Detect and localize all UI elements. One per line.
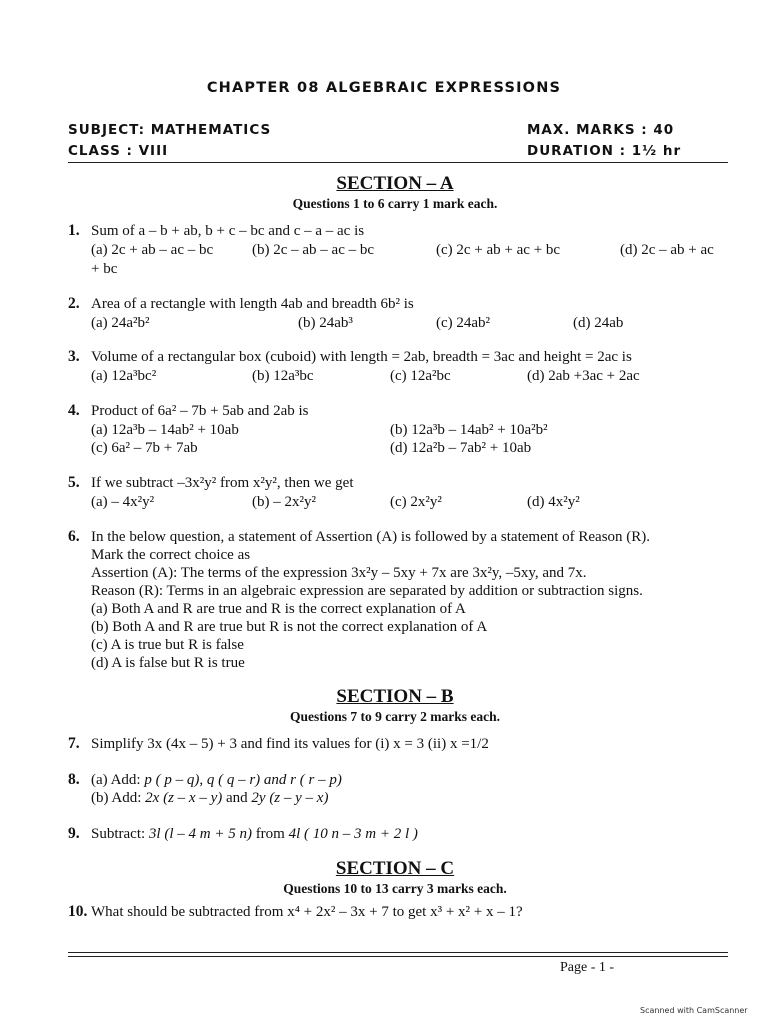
question-10-number: 10. [68, 903, 88, 920]
section-c-title: SECTION – C [335, 858, 455, 879]
section-b-note: Questions 7 to 9 carry 2 marks each. [290, 709, 500, 724]
question-5-option-c: (c) 2x²y² [390, 494, 442, 510]
question-2-option-a: (a) 24a²b² [91, 315, 150, 331]
question-1-stem: Sum of a – b + ab, b + c – bc and c – a – ac is [91, 223, 365, 239]
question-8-part-b-prefix: (b) Add: [91, 790, 146, 806]
section-a-note: Questions 1 to 6 carry 1 mark each. [292, 196, 498, 211]
question-5-number: 5. [68, 474, 80, 491]
section-c-note: Questions 10 to 13 carry 3 marks each. [283, 881, 507, 896]
question-6-option-d: (d) A is false but R is true [91, 655, 245, 671]
question-8-part-b-expression-2: 2y (z – y – x) [251, 790, 329, 806]
section-b-title: SECTION – B [336, 686, 454, 707]
question-3-option-c: (c) 12a²bc [390, 368, 451, 384]
scanner-watermark: Scanned with CamScanner [640, 1006, 748, 1015]
question-9-from: from [251, 826, 289, 842]
question-7-text: Simplify 3x (4x – 5) + 3 and find its values for (i) x = 3 (ii) x =1/2 [91, 736, 489, 752]
question-2-option-d: (d) 24ab [573, 315, 624, 331]
max-marks-label: MAX. MARKS : 40 [527, 122, 675, 138]
question-4-option-b: (b) 12a³b – 14ab² + 10a²b² [390, 422, 548, 438]
question-6-line: In the below question, a statement of Assertion (A) is followed by a statement of Reason (R). [91, 529, 651, 545]
question-4-option-a: (a) 12a³b – 14ab² + 10ab [91, 422, 239, 438]
question-3-option-b: (b) 12a³bc [252, 368, 314, 384]
question-8-part-a-prefix: (a) Add: [91, 772, 145, 788]
question-4-stem: Product of 6a² – 7b + 5ab and 2ab is [91, 403, 309, 419]
question-8-part-a [91, 771, 342, 789]
question-7-number: 7. [68, 735, 80, 752]
question-3-option-d: (d) 2ab +3ac + 2ac [527, 368, 640, 384]
question-8-part-a-expression: p ( p – q), q ( q – r) and r ( r – p) [144, 772, 342, 788]
question-10-text: What should be subtracted from x⁴ + 2x² – 3x + 7 to get x³ + x² + x – 1? [91, 904, 523, 920]
question-9-prefix: Subtract: [91, 826, 149, 842]
question-6-line: Mark the correct choice as [91, 547, 251, 563]
duration-label: DURATION : 1½ hr [527, 143, 682, 159]
question-2-option-c: (c) 24ab² [436, 315, 491, 331]
question-9-text [91, 825, 418, 843]
question-9-number: 9. [68, 825, 80, 842]
question-4-option-c: (c) 6a² – 7b + 7ab [91, 440, 198, 456]
question-9-expression-1: 3l (l – 4 m + 5 n) [148, 826, 252, 842]
footer-divider-bottom [68, 956, 728, 957]
question-3-stem: Volume of a rectangular box (cuboid) with length = 2ab, breadth = 3ac and height = 2ac is [91, 349, 632, 365]
question-1-option-c: (c) 2c + ab + ac + bc [436, 242, 561, 258]
question-1-option-b: (b) 2c – ab – ac – bc [252, 242, 375, 258]
question-1-option-d-continued: + bc [91, 261, 118, 277]
question-8-part-b [91, 789, 328, 807]
question-8-part-b-expression-1: 2x (z – x – y) [145, 790, 223, 806]
question-4-number: 4. [68, 402, 80, 419]
question-6-assertion: Assertion (A): The terms of the expression 3x²y – 5xy + 7x are 3x²y, –5xy, and 7x. [91, 565, 587, 581]
question-3-number: 3. [68, 348, 80, 365]
question-6-reason: Reason (R): Terms in an algebraic expression are separated by addition or subtraction signs. [91, 583, 643, 599]
page-number: Page - 1 - [560, 960, 615, 975]
question-6-option-c: (c) A is true but R is false [91, 637, 244, 653]
question-6-option-a: (a) Both A and R are true and R is the correct explanation of A [91, 601, 466, 617]
question-3-option-a: (a) 12a³bc² [91, 368, 157, 384]
question-2-option-b: (b) 24ab³ [298, 315, 353, 331]
page-title: CHAPTER 08 ALGEBRAIC EXPRESSIONS [206, 80, 562, 96]
question-9-expression-2: 4l ( 10 n – 3 m + 2 l ) [288, 826, 418, 842]
subject-label: SUBJECT: MATHEMATICS [68, 122, 272, 138]
question-6-option-b: (b) Both A and R are true but R is not the correct explanation of A [91, 619, 488, 635]
question-8-part-b-and: and [222, 790, 252, 806]
question-5-option-d: (d) 4x²y² [527, 494, 580, 510]
question-1-option-a: (a) 2c + ab – ac – bc [91, 242, 214, 258]
question-2-number: 2. [68, 295, 80, 312]
question-5-option-a: (a) – 4x²y² [91, 494, 155, 510]
class-label: CLASS : VIII [68, 143, 169, 159]
question-6-number: 6. [68, 528, 80, 545]
question-5-stem: If we subtract –3x²y² from x²y², then we get [91, 475, 354, 491]
footer-divider-top [68, 952, 728, 953]
header-divider [68, 162, 728, 163]
section-a-title: SECTION – A [336, 173, 454, 194]
question-4-option-d: (d) 12a²b – 7ab² + 10ab [390, 440, 532, 456]
question-1-option-d: (d) 2c – ab + ac [620, 242, 714, 258]
question-5-option-b: (b) – 2x²y² [252, 494, 316, 510]
question-1-number: 1. [68, 222, 80, 239]
question-2-stem: Area of a rectangle with length 4ab and breadth 6b² is [91, 296, 414, 312]
question-8-number: 8. [68, 771, 80, 788]
